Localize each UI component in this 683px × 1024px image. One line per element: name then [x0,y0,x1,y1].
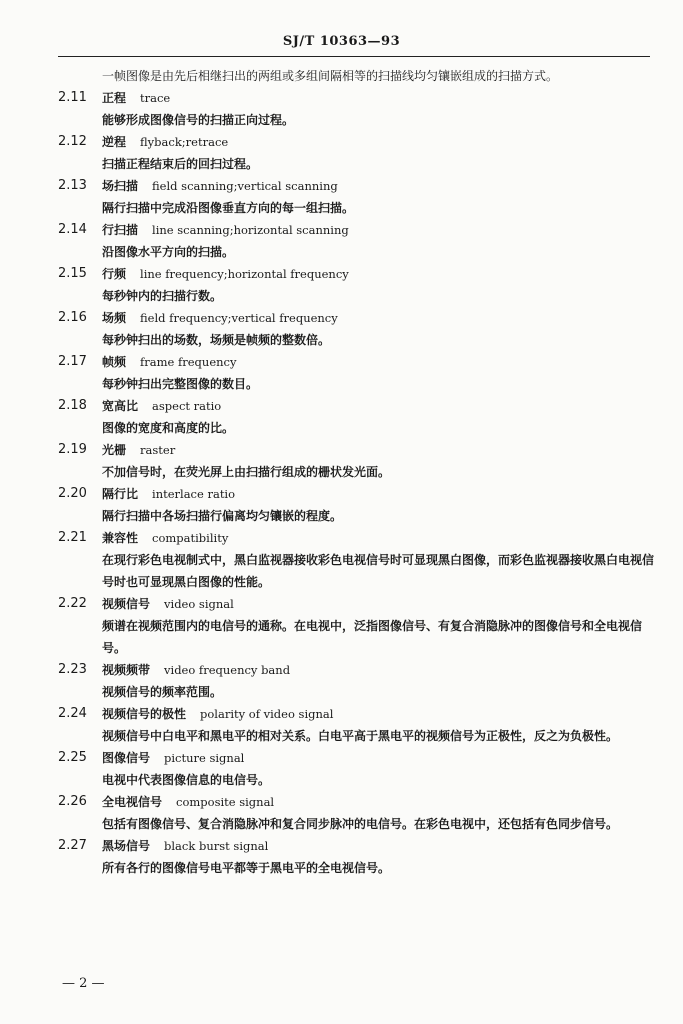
term-chinese: 行扫描 [102,223,139,237]
term-chinese: 隔行比 [102,487,139,501]
term-english: field frequency;vertical frequency [140,311,338,325]
term-chinese: 视频信号 [102,597,151,611]
term-english: frame frequency [140,355,237,369]
term-definition: 沿图像水平方向的扫描。 [102,245,235,259]
term-english: flyback;retrace [140,135,229,149]
clause-number: 2.21 [58,530,87,545]
term-line [58,747,658,769]
term-definition: 能够形成图像信号的扫描正向过程。 [102,113,295,127]
term-line [58,263,658,285]
term-english: black burst signal [164,839,269,853]
clause-number: 2.17 [58,354,87,369]
term-english: composite signal [176,795,275,809]
clause-number: 2.24 [58,706,87,721]
term-definition: 频谱在视频范围内的电信号的通称。在电视中，泛指图像信号、有复合消隐脉冲的图像信号和全电视信号。 [102,619,643,655]
term-chinese: 逆程 [102,135,127,149]
clause-number: 2.14 [58,222,87,237]
page-header: SJ/T 10363—93 [282,34,401,49]
term-definition: 每秒钟内的扫描行数。 [102,289,223,303]
term-entry [58,131,658,175]
term-chinese: 兼容性 [102,531,139,545]
term-line [58,351,658,373]
clause-number: 2.20 [58,486,87,501]
term-chinese: 场频 [102,311,127,325]
term-entry [58,263,658,307]
term-definition: 扫描正程结束后的回扫过程。 [102,157,259,171]
term-entry [58,483,658,527]
term-english: trace [140,91,171,105]
term-definition: 视频信号中白电平和黑电平的相对关系。白电平高于黑电平的视频信号为正极性，反之为负极性。 [102,729,619,743]
term-line [58,659,658,681]
term-english: line scanning;horizontal scanning [152,223,349,237]
clause-number: 2.27 [58,838,87,853]
term-english: video signal [164,597,234,611]
term-line [58,835,658,857]
term-english: line frequency;horizontal frequency [140,267,349,281]
term-english: polarity of video signal [200,707,334,721]
term-english: raster [140,443,176,457]
term-definition: 视频信号的频率范围。 [102,685,223,699]
term-definition: 电视中代表图像信息的电信号。 [102,773,271,787]
term-chinese: 帧频 [102,355,127,369]
term-chinese: 图像信号 [102,751,151,765]
clause-number: 2.26 [58,794,87,809]
clause-number: 2.25 [58,750,87,765]
clause-number: 2.16 [58,310,87,325]
clause-number: 2.22 [58,596,87,611]
term-chinese: 光栅 [102,443,127,457]
term-definition: 在现行彩色电视制式中，黑白监视器接收彩色电视信号时可显现黑白图像，而彩色监视器接收黑白电视信号时也可显现黑白图像的性能。 [102,553,655,589]
term-line [58,593,658,615]
clause-number: 2.12 [58,134,87,149]
term-line [58,131,658,153]
term-entry [58,307,658,351]
term-entry [58,351,658,395]
clause-number: 2.19 [58,442,87,457]
clause-number: 2.13 [58,178,87,193]
term-chinese: 全电视信号 [102,795,163,809]
term-entry [58,747,658,791]
clause-number: 2.11 [58,90,87,105]
term-english: video frequency band [164,663,291,677]
term-english: field scanning;vertical scanning [152,179,338,193]
clause-number: 2.23 [58,662,87,677]
intro-paragraph: 一帧图像是由先后相继扫出的两组或多组间隔相等的扫描线均匀镶嵌组成的扫描方式。 [102,69,559,83]
term-entry [58,835,658,879]
term-entry [58,593,658,659]
page-number: — 2 — [62,976,105,991]
entry-list [58,87,658,879]
term-definition: 每秒钟扫出的场数，场频是帧频的整数倍。 [102,333,331,347]
term-entry [58,87,658,131]
term-line [58,307,658,329]
term-entry [58,659,658,703]
term-entry [58,175,658,219]
term-chinese: 宽高比 [102,399,139,413]
term-chinese: 行频 [102,267,127,281]
term-line [58,791,658,813]
term-english: aspect ratio [152,399,222,413]
term-line [58,527,658,549]
term-entry [58,527,658,593]
term-definition: 图像的宽度和高度的比。 [102,421,235,435]
term-line [58,395,658,417]
document-body [58,66,658,879]
term-chinese: 正程 [102,91,127,105]
term-definition: 不加信号时，在荧光屏上由扫描行组成的栅状发光面。 [102,465,391,479]
term-chinese: 视频频带 [102,663,151,677]
term-line [58,483,658,505]
term-entry [58,219,658,263]
term-definition: 隔行扫描中各场扫描行偏离均匀镶嵌的程度。 [102,509,343,523]
term-definition: 隔行扫描中完成沿图像垂直方向的每一组扫描。 [102,201,355,215]
term-line [58,439,658,461]
term-line [58,175,658,197]
term-line [58,703,658,725]
clause-number: 2.15 [58,266,87,281]
term-chinese: 视频信号的极性 [102,707,187,721]
term-english: compatibility [152,531,229,545]
term-chinese: 场扫描 [102,179,139,193]
term-line [58,87,658,109]
term-line [58,219,658,241]
clause-number: 2.18 [58,398,87,413]
term-english: interlace ratio [152,487,236,501]
term-definition: 所有各行的图像信号电平都等于黑电平的全电视信号。 [102,861,391,875]
term-entry [58,439,658,483]
term-entry [58,703,658,747]
header-rule [58,56,650,57]
term-definition: 包括有图像信号、复合消隐脉冲和复合同步脉冲的电信号。在彩色电视中，还包括有色同步信号。 [102,817,619,831]
term-entry [58,395,658,439]
term-entry [58,791,658,835]
term-definition: 每秒钟扫出完整图像的数目。 [102,377,259,391]
term-english: picture signal [164,751,245,765]
term-chinese: 黑场信号 [102,839,151,853]
